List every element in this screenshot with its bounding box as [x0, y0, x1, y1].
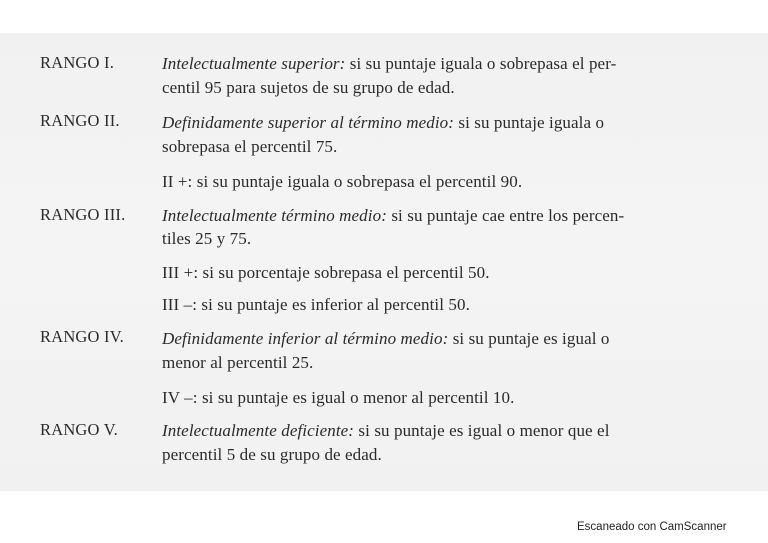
rank-label-3: RANGO III. [40, 205, 126, 224]
rank-2-text: si su puntaje iguala o [454, 113, 605, 132]
rank-5-text: si su puntaje es igual o menor que el [354, 421, 610, 440]
rank-4-definition-line-2: menor al percentil 25. [162, 353, 314, 372]
rank-1-definition-line-1 [162, 54, 616, 74]
subrank-3-minus: III –: si su puntaje es inferior al percentil 50. [162, 295, 470, 314]
rank-label-1: RANGO I. [40, 53, 115, 72]
rank-4-text: si su puntaje es igual o [448, 329, 610, 348]
rank-1-definition-line-2: centil 95 para sujetos de su grupo de edad. [162, 78, 455, 97]
rank-5-term: Intelectualmente deficiente: [162, 421, 355, 440]
rank-label-5: RANGO V. [40, 420, 119, 439]
rank-3-term: Intelectualmente término medio: [162, 206, 387, 225]
subrank-4-minus: IV –: si su puntaje es igual o menor al percentil 10. [162, 388, 515, 407]
rank-5-definition-line-2: percentil 5 de su grupo de edad. [162, 445, 382, 464]
rank-2-term: Definidamente superior al término medio: [162, 113, 455, 132]
rank-5-definition-line-1 [162, 421, 610, 441]
rank-2-definition-line-1 [162, 113, 604, 133]
rank-2-definition-line-2: sobrepasa el percentil 75. [162, 137, 338, 156]
rank-3-definition-line-1 [162, 206, 624, 226]
rank-4-term: Definidamente inferior al término medio: [162, 329, 449, 348]
subrank-3-plus: III +: si su porcentaje sobrepasa el percentil 50. [162, 263, 490, 282]
rank-1-text: si su puntaje iguala o sobrepasa el per- [345, 54, 617, 73]
subrank-2-plus: II +: si su puntaje iguala o sobrepasa el percentil 90. [162, 172, 523, 191]
camscanner-watermark: Escaneado con CamScanner [577, 521, 727, 533]
rank-label-2: RANGO II. [40, 111, 120, 130]
rank-3-text: si su puntaje cae entre los percen- [386, 206, 625, 225]
rank-label-4: RANGO IV. [40, 327, 125, 346]
rank-1-term: Intelectualmente superior: [162, 54, 346, 73]
rank-3-definition-line-2: tiles 25 y 75. [162, 229, 252, 248]
rank-4-definition-line-1 [162, 329, 610, 349]
